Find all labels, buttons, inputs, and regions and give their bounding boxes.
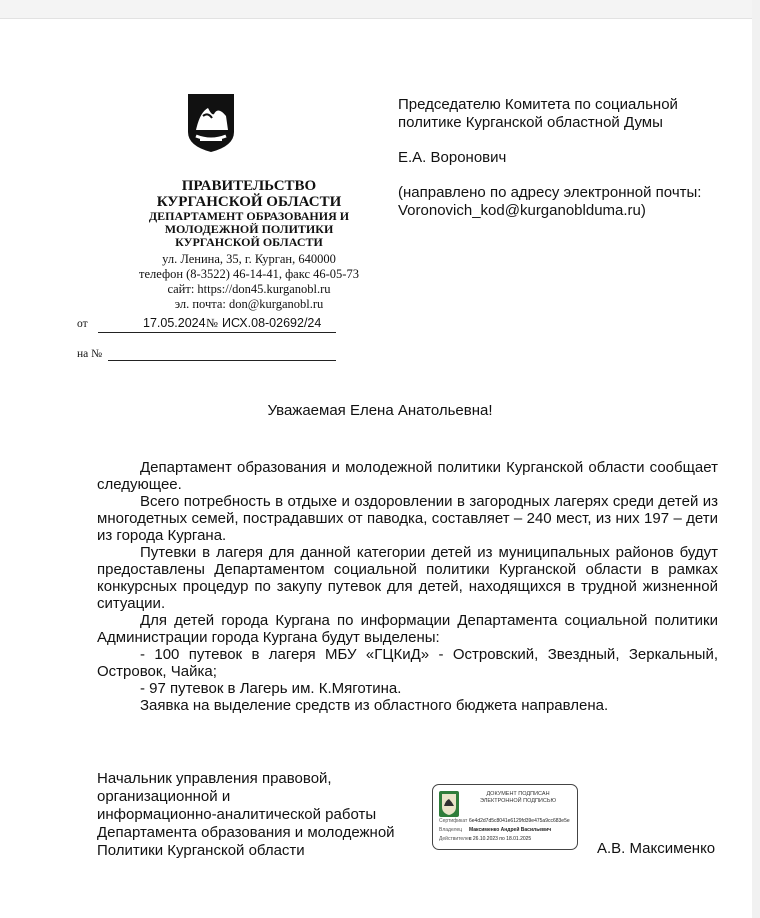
dept-line3: КУРГАНСКОЙ ОБЛАСТИ: [175, 235, 323, 249]
addressee-note-line2: Voronovich_kod@kurganobld​uma.ru): [398, 202, 646, 219]
stamp-owner-label: Владелец: [439, 827, 463, 833]
body-paragraph-6: - 97 путевок в Лагерь им. К.Мяготина.: [140, 680, 402, 697]
addressee-note-line1: (направлено по адресу электронной почты:: [398, 184, 702, 201]
organization-header: [60, 178, 438, 312]
letter-body: [97, 459, 718, 714]
stamp-emblem-icon: [439, 791, 459, 817]
signer-line4: Департамента образования и молодежной: [97, 824, 395, 841]
body-paragraph-7: Заявка на выделение средств из областного бюджета направлена.: [140, 697, 609, 714]
stamp-title-line1: ДОКУМЕНТ ПОДПИСАН: [486, 791, 550, 797]
stamp-title-line2: ЭЛЕКТРОННОЙ ПОДПИСЬЮ: [479, 798, 557, 804]
signer-line3: информационно-аналитической работы: [97, 806, 377, 823]
addressee-line2: политике Курганской областной Думы: [398, 114, 663, 131]
stamp-valid-label: Действителен: [439, 836, 472, 842]
org-address: ул. Ленина, 35, г. Курган, 640000: [162, 252, 336, 266]
stamp-cert-value: 6e4d2d7d5c8041e6129fd39e475a9cc683e5e: [469, 818, 570, 824]
signer-line1: Начальник управления правовой,: [97, 770, 332, 787]
body-paragraph-2: Всего потребность в отдыхе и оздоровлении в загородных лагерях среди детей из многодетных семей, пострадавших от паводка, составляет – 240 мест, из них 197 – дети из города Кургана.: [97, 493, 718, 544]
signer-name: А.В. Максименко: [597, 840, 716, 857]
org-title-line1: ПРАВИТЕЛЬСТВО: [181, 178, 317, 194]
stamp-owner-value: Максименко Андрей Васильевич: [469, 827, 552, 833]
viewer-scrollbar[interactable]: [752, 0, 760, 918]
salutation: Уважаемая Елена Анатольевна!: [267, 402, 493, 419]
dept-line1: ДЕПАРТАМЕНТ ОБРАЗОВАНИЯ И: [148, 209, 350, 223]
reg-reply-label: на №: [77, 348, 103, 360]
addressee-name: Е.А. Воронович: [398, 149, 507, 166]
org-title-line2: КУРГАНСКОЙ ОБЛАСТИ: [156, 194, 342, 210]
dept-line2: МОЛОДЕЖНОЙ ПОЛИТИКИ: [164, 222, 334, 236]
stamp-valid-row: [439, 836, 531, 842]
org-phone: телефон (8-3522) 46-14-41, факс 46-05-73: [139, 267, 359, 281]
reg-from-label: от: [77, 318, 88, 330]
stamp-title: [463, 791, 573, 805]
reg-number: ИСХ.08-02692/24: [222, 316, 322, 330]
reg-number-sign: №: [206, 316, 218, 330]
viewer-top-bar: [0, 0, 760, 19]
electronic-signature-stamp: [432, 784, 578, 850]
signer-position: [97, 770, 427, 860]
signer-line2: организационной и: [97, 788, 231, 805]
body-paragraph-1: Департамент образования и молодежной политики Курганской области сообщает следующее.: [97, 459, 718, 493]
org-email: эл. почта: don@kurganobl.ru: [174, 297, 324, 311]
coat-of-arms-icon: [186, 92, 236, 154]
addressee-line1: Председателю Комитета по социальной: [398, 96, 678, 113]
stamp-cert-row: [439, 818, 570, 824]
reg-date: 17.05.2024: [143, 316, 206, 330]
stamp-valid-value: с 26.10.2023 по 18.01.2025: [469, 836, 532, 842]
body-paragraph-5: - 100 путевок в лагеря МБУ «ГЦКиД» - Островский, Звездный, Зеркальный, Островок, Чайка;: [97, 646, 718, 680]
body-paragraph-3: Путевки в лагеря для данной категории детей из муниципальных районов будут предоставлены Департаментом социальной политики Курганской области в рамках конкурсных процедур по закупу путевок для детей, находящихся в трудной жизненной ситуации.: [97, 544, 718, 612]
org-site: сайт: https://don45.kurganobl.ru: [167, 282, 331, 296]
reg-reply-underline: [108, 344, 336, 361]
signer-line5: Политики Курганской области: [97, 842, 305, 859]
addressee-block: [398, 96, 743, 220]
stamp-owner-row: [439, 827, 551, 833]
body-paragraph-4: Для детей города Кургана по информации Департамента социальной политики Администрации города Кургана будут выделены:: [97, 612, 718, 646]
stamp-cert-label: Сертификат: [439, 818, 468, 824]
